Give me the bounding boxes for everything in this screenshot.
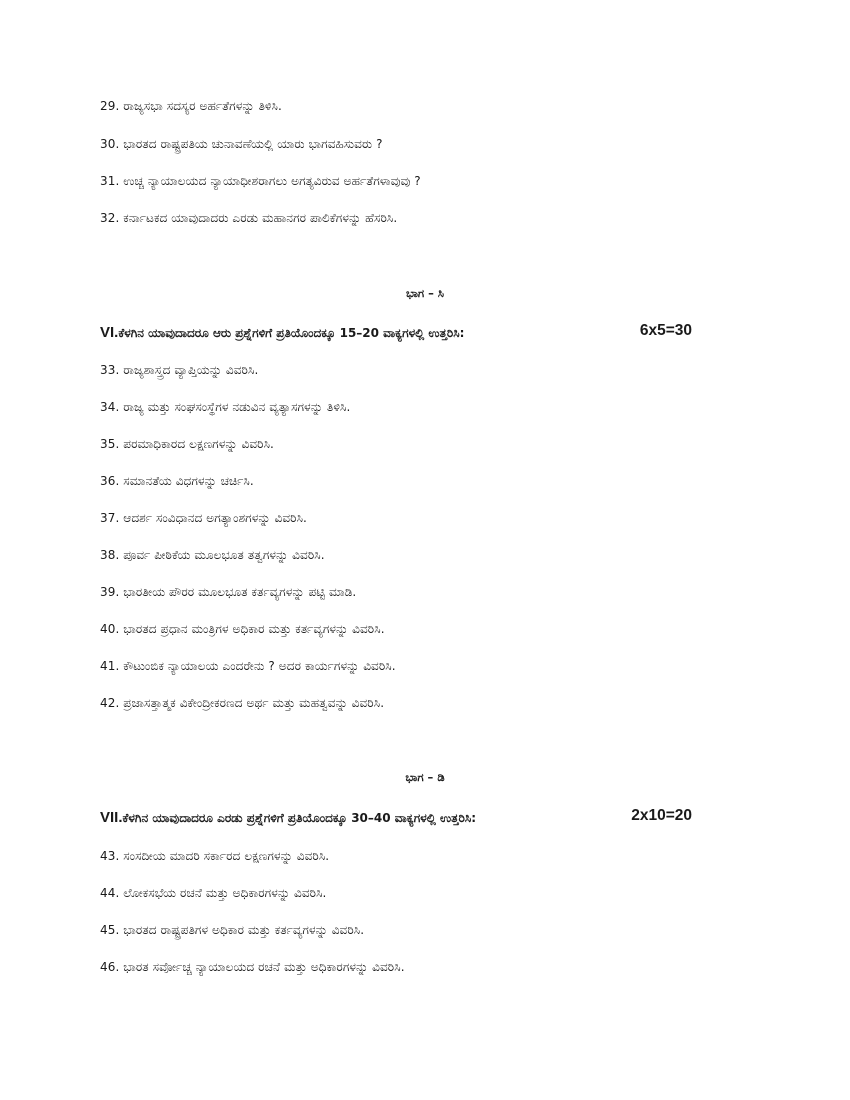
- section-d-instruction: [100, 809, 476, 826]
- question-29: 29. ರಾಜ್ಯಸಭಾ ಸದಸ್ಯರ ಅರ್ಹತೆಗಳನ್ನು ತಿಳಿಸಿ.: [100, 99, 282, 113]
- section-d-marks: 2x10=20: [631, 807, 692, 824]
- section-c-roman: VI.: [100, 324, 119, 341]
- question-45: 45. ಭಾರತದ ರಾಷ್ಟ್ರಪತಿಗಳ ಅಧಿಕಾರ ಮತ್ತು ಕರ್ತವ್ಯಗಳನ್ನು ವಿವರಿಸಿ.: [100, 923, 365, 937]
- section-d-instruction-line: [100, 809, 692, 829]
- question-34: 34. ರಾಜ್ಯ ಮತ್ತು ಸಂಘಸಂಸ್ಥೆಗಳ ನಡುವಿನ ವ್ಯತ್ಯಾಸಗಳನ್ನು ತಿಳಿಸಿ.: [100, 400, 351, 414]
- section-d-roman: VII.: [100, 809, 123, 826]
- section-c-marks: 6x5=30: [639, 322, 692, 339]
- question-35: 35. ಪರಮಾಧಿಕಾರದ ಲಕ್ಷಣಗಳನ್ನು ವಿವರಿಸಿ.: [100, 437, 274, 451]
- question-31: 31. ಉಚ್ಚ ನ್ಯಾಯಾಲಯದ ನ್ಯಾಯಾಧೀಶರಾಗಲು ಅಗತ್ಯವಿರುವ ಅರ್ಹತೆಗಳಾವುವು ?: [100, 174, 421, 188]
- question-40: 40. ಭಾರತದ ಪ್ರಧಾನ ಮಂತ್ರಿಗಳ ಅಧಿಕಾರ ಮತ್ತು ಕರ್ತವ್ಯಗಳನ್ನು ವಿವರಿಸಿ.: [100, 622, 385, 636]
- question-41: 41. ಕೌಟುಂಬಿಕ ನ್ಯಾಯಾಲಯ ಎಂದರೇನು ? ಅದರ ಕಾರ್ಯಗಳನ್ನು ವಿವರಿಸಿ.: [100, 659, 396, 673]
- question-46: 46. ಭಾರತ ಸರ್ವೋಚ್ಚ ನ್ಯಾಯಾಲಯದ ರಚನೆ ಮತ್ತು ಅಧಿಕಾರಗಳನ್ನು ವಿವರಿಸಿ.: [100, 960, 405, 974]
- question-42: 42. ಪ್ರಜಾಸತ್ತಾತ್ಮಕ ವಿಕೇಂದ್ರೀಕರಣದ ಅರ್ಥ ಮತ್ತು ಮಹತ್ವವನ್ನು ವಿವರಿಸಿ.: [100, 696, 385, 710]
- question-36: 36. ಸಮಾನತೆಯ ವಿಧಗಳನ್ನು ಚರ್ಚಿಸಿ.: [100, 474, 254, 488]
- question-37: 37. ಆದರ್ಶ ಸಂವಿಧಾನದ ಅಗತ್ಯಾಂಶಗಳನ್ನು ವಿವರಿಸಿ.: [100, 511, 307, 525]
- question-43: 43. ಸಂಸದೀಯ ಮಾದರಿ ಸರ್ಕಾರದ ಲಕ್ಷಣಗಳನ್ನು ವಿವರಿಸಿ.: [100, 849, 330, 863]
- question-30: 30. ಭಾರತದ ರಾಷ್ಟ್ರಪತಿಯ ಚುನಾವಣೆಯಲ್ಲಿ ಯಾರು ಭಾಗವಹಿಸುವರು ?: [100, 137, 383, 151]
- section-d-instruction-text: ಕೆಳಗಿನ ಯಾವುದಾದರೂ ಎರಡು ಪ್ರಶ್ನೆಗಳಿಗೆ ಪ್ರತಿಯೊಂದಕ್ಕೂ 30–40 ವಾಕ್ಯಗಳಲ್ಲಿ ಉತ್ತರಿಸಿ:: [122, 811, 477, 825]
- section-c-instruction: [100, 324, 464, 341]
- question-44: 44. ಲೋಕಸಭೆಯ ರಚನೆ ಮತ್ತು ಅಧಿಕಾರಗಳನ್ನು ವಿವರಿಸಿ.: [100, 886, 327, 900]
- section-d-heading: ಭಾಗ – ಡಿ: [405, 770, 445, 784]
- question-39: 39. ಭಾರತೀಯ ಪೌರರ ಮೂಲಭೂತ ಕರ್ತವ್ಯಗಳನ್ನು ಪಟ್ಟಿ ಮಾಡಿ.: [100, 585, 357, 599]
- section-c-heading: ಭಾಗ – ಸಿ: [406, 286, 444, 300]
- section-c-instruction-text: ಕೆಳಗಿನ ಯಾವುದಾದರೂ ಆರು ಪ್ರಶ್ನೆಗಳಿಗೆ ಪ್ರತಿಯೊಂದಕ್ಕೂ 15–20 ವಾಕ್ಯಗಳಲ್ಲಿ ಉತ್ತರಿಸಿ:: [118, 326, 465, 340]
- question-38: 38. ಪೂರ್ವ ಪೀಠಿಕೆಯ ಮೂಲಭೂತ ತತ್ವಗಳನ್ನು ವಿವರಿಸಿ.: [100, 548, 325, 562]
- section-c-instruction-line: [100, 324, 692, 344]
- question-32: 32. ಕರ್ನಾಟಕದ ಯಾವುದಾದರು ಎರಡು ಮಹಾನಗರ ಪಾಲಿಕೆಗಳನ್ನು ಹೆಸರಿಸಿ.: [100, 211, 398, 225]
- question-33: 33. ರಾಜ್ಯಶಾಸ್ತ್ರದ ವ್ಯಾಪ್ತಿಯನ್ನು ವಿವರಿಸಿ.: [100, 363, 259, 377]
